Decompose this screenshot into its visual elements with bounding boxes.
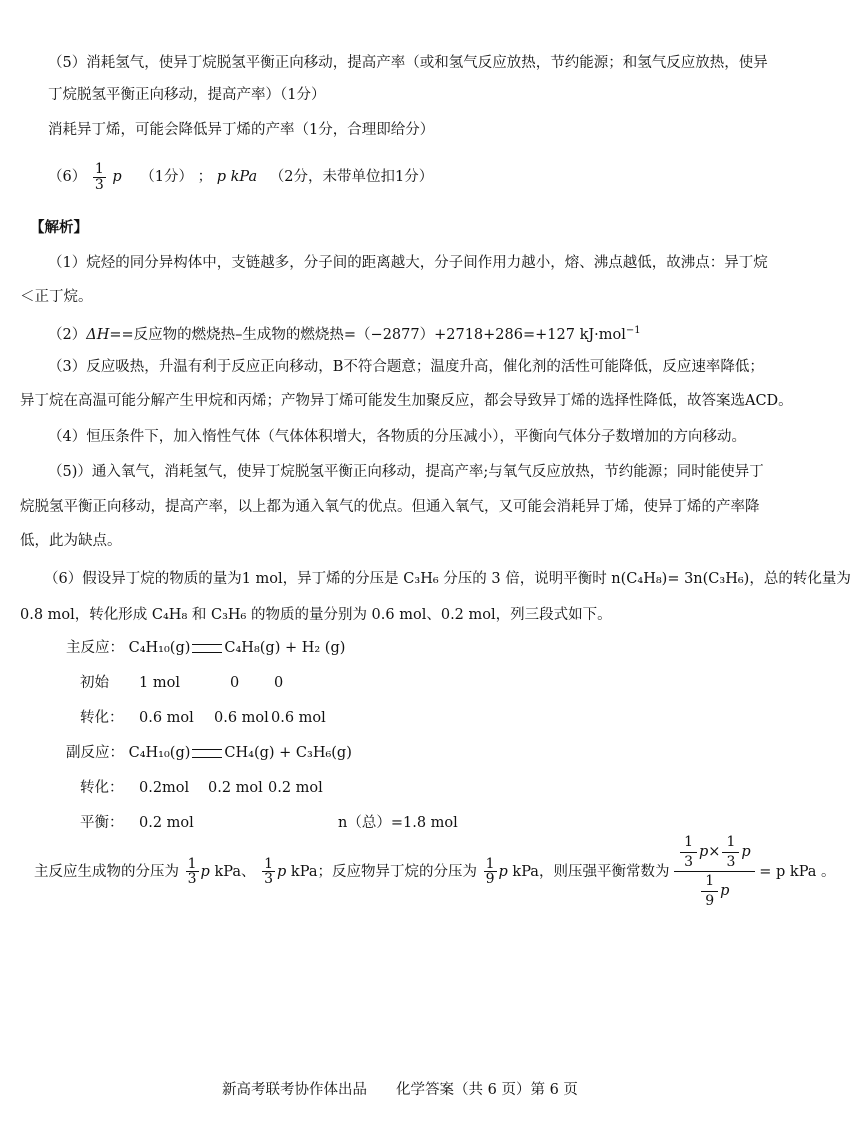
analysis-p1-l1: （1）烷烃的同分异构体中，支链越多，分子间的距离越大，分子间作用力越小，熔、沸点越低，故沸点：异丁烷 (48, 255, 768, 271)
analysis-p3-l2: 异丁烷在高温可能分解产生甲烷和丙烯；产物异丁烯可能发生加聚反应，都会导致异丁烯的选择性降低，故答案选ACD。 (20, 393, 793, 409)
side-rxn-conv-v1: 0.2mol (139, 780, 190, 796)
frac-num: 1 (94, 160, 104, 177)
frac (722, 835, 739, 869)
den: 3 (726, 853, 736, 870)
main-rxn-init-v1: 1 mol (139, 675, 180, 691)
final-t5: = p kPa 。 (759, 863, 836, 880)
num: 1 (187, 855, 197, 872)
main-rxn-reactant: C₄H₁₀(g) (128, 640, 191, 656)
den: 3 (684, 853, 693, 870)
main-rxn-conv-v3: 0.6 mol (271, 710, 326, 726)
den: 9 (485, 871, 495, 888)
main-rxn-init-label: 初始 (80, 675, 109, 691)
main-rxn-conv-label: 转化： (80, 710, 124, 726)
p-var: p (498, 863, 508, 880)
main-rxn-conv-v1: 0.6 mol (139, 710, 194, 726)
main-rxn-init-v2: 0 (230, 675, 240, 691)
final-t1: 主反应生成物的分压为 (34, 863, 179, 880)
ans6-line (48, 157, 433, 197)
final-t2: kPa、 (214, 863, 256, 880)
ans6-var: p (112, 169, 122, 185)
num: 1 (722, 835, 739, 853)
ans6-score2: （2分，未带单位扣1分） (269, 169, 434, 185)
ans6-sep: ； (197, 169, 213, 185)
num: 1 (680, 835, 697, 853)
side-rxn-conv-v3: 0.2 mol (268, 780, 323, 796)
p-var: p (720, 883, 730, 900)
equilibrium-arrow-icon (192, 749, 222, 758)
p2-sup: −1 (625, 325, 641, 336)
equilibrium-arrow-icon (192, 644, 222, 653)
page-footer: 新高考联考协作体出品 化学答案（共 6 页）第 6 页 (222, 1082, 578, 1098)
frac (701, 874, 718, 908)
side-rxn-eq-value: 0.2 mol (139, 815, 194, 831)
analysis-p5-l2: 烷脱氢平衡正向移动，提高产率，以上都为通入氧气的优点。但通入氧气，又可能会消耗异丁烯，使异丁烯的产率降 (20, 499, 760, 515)
den: 3 (187, 871, 197, 888)
den: 9 (705, 893, 715, 910)
ans5-line2: 丁烷脱氢平衡正向移动，提高产率）（1分） (48, 87, 326, 103)
num: 1 (264, 855, 274, 872)
ans6-unit: p kPa (216, 169, 258, 185)
final-t4: kPa，则压强平衡常数为 (512, 863, 670, 880)
kp-numerator (674, 835, 755, 872)
frac-one-third-a (186, 857, 199, 887)
p2-prefix: （2） (48, 326, 87, 343)
side-rxn-equation (66, 735, 352, 771)
side-rxn-products: CH₄(g) + C₃H₆(g) (224, 745, 352, 761)
frac-one-ninth (484, 857, 497, 887)
side-rxn-conv-label: 转化： (80, 780, 124, 796)
side-rxn-label: 副反应： (66, 745, 124, 761)
analysis-p6-l1: （6）假设异丁烷的物质的量为1 mol，异丁烯的分压是 C₃H₆ 分压的 3 倍，说明平衡时 n(C₄H₈)= 3n(C₃H₆)，总的转化量为 (44, 571, 851, 587)
kp-expression (674, 835, 755, 909)
ans5-line1: （5）消耗氢气，使异丁烷脱氢平衡正向移动，提高产率（或和氢气反应放热，节约能源；和氢气反应放热，使异 (48, 55, 768, 71)
p-var: p (277, 863, 287, 880)
analysis-p6-l2: 0.8 mol，转化形成 C₄H₈ 和 C₃H₆ 的物质的量分别为 0.6 mol、0.2 mol，列三段式如下。 (20, 607, 612, 623)
main-rxn-label: 主反应： (66, 640, 124, 656)
side-rxn-conv-v2: 0.2 mol (208, 780, 263, 796)
main-rxn-conv-v2: 0.6 mol (214, 710, 269, 726)
final-t3: kPa；反应物异丁烷的分压为 (290, 863, 477, 880)
p2-body: ==反应物的燃烧热–生成物的燃烧热=（−2877）+2718+286=+127 kJ·mol (109, 326, 626, 343)
analysis-p2 (48, 313, 641, 353)
analysis-p1-l2: ＜正丁烷。 (20, 289, 93, 305)
side-rxn-reactant: C₄H₁₀(g) (128, 745, 191, 761)
frac-one-third-b (262, 857, 275, 887)
frac-den: 3 (94, 176, 104, 193)
ans6-score1: （1分） (140, 169, 194, 185)
den: 3 (264, 871, 274, 888)
num: 1 (701, 874, 718, 892)
p2-delta-h: ΔH (86, 326, 110, 343)
analysis-heading: 【解析】 (30, 219, 88, 236)
ans6-fraction (93, 162, 106, 192)
p-var: p (698, 844, 709, 861)
final-line (34, 835, 836, 909)
analysis-p3-l1: （3）反应吸热，升温有利于反应正向移动，B不符合题意；温度升高，催化剂的活性可能降低，反应速率降低； (48, 359, 764, 375)
p-var: p (200, 863, 210, 880)
analysis-p4: （4）恒压条件下，加入惰性气体（气体体积增大，各物质的分压减小），平衡向气体分子数增加的方向移动。 (48, 429, 746, 445)
frac (680, 835, 697, 869)
num: 1 (485, 855, 495, 872)
total-moles: n（总）=1.8 mol (338, 815, 458, 831)
times: × (708, 844, 721, 861)
analysis-p5-l3: 低，此为缺点。 (20, 533, 122, 549)
kp-denominator (674, 872, 755, 908)
ans5-line3: 消耗异丁烯，可能会降低异丁烯的产率（1分，合理即给分） (48, 122, 435, 138)
p-var: p (741, 844, 751, 861)
analysis-p5-l1: （5)）通入氧气，消耗氢气，使异丁烷脱氢平衡正向移动，提高产率;与氧气反应放热，节约能源；同时能使异丁 (48, 464, 764, 480)
main-rxn-products: C₄H₈(g) + H₂ (g) (224, 640, 346, 656)
side-rxn-eq-label: 平衡： (80, 815, 124, 831)
main-rxn-init-v3: 0 (274, 675, 284, 691)
main-rxn-equation (66, 630, 345, 666)
ans6-label: （6） (48, 169, 87, 185)
